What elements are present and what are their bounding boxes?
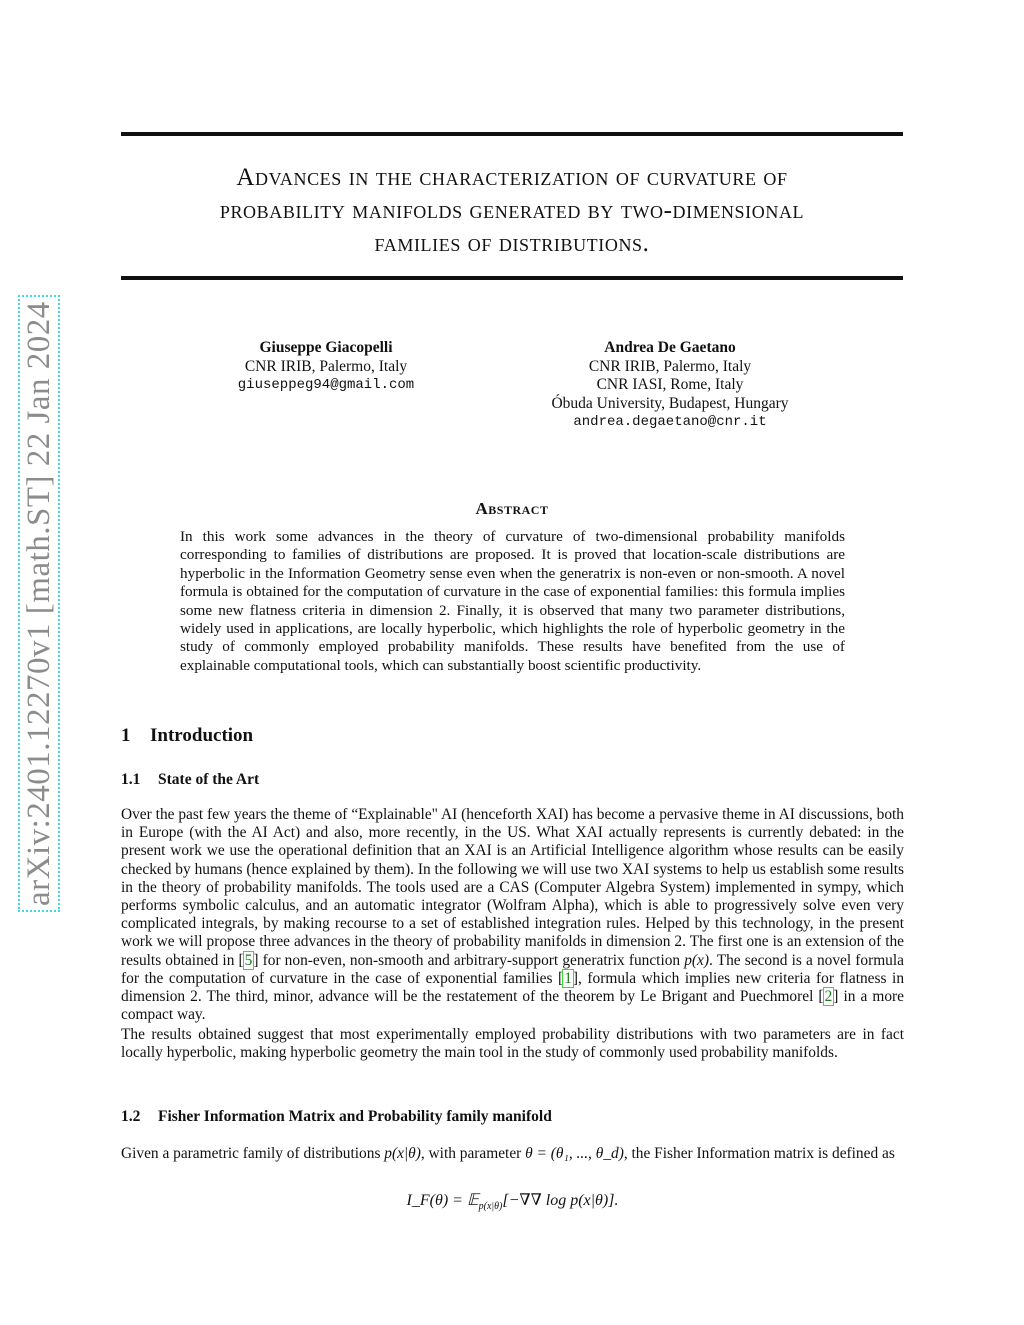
citation-link[interactable]: 1 bbox=[564, 969, 572, 987]
text-run: Over the past few years the theme of “Explainable" AI (henceforth XAI) has become a pervasive theme in AI discussions, both in Europe (with the AI Act) and also, more recently, in the US. What XAI actually represents is currently debated: in the present work we use the operational definition that an XAI is an Artificial Intelligence algorithm whose results can be easily checked by humans (hence explained by them). In the following we will use two XAI systems to help us establish some results in the theory of probability manifolds. The tools used are a CAS (Computer Algebra System) implemented in sympy, which performs symbolic calculus, and an automatic integrator (Wolfram Alpha), which is able to progressively solve even very complicated integrals, by making recourse to a set of established integration rules. Helped by this technology, in the present work we will propose three advances in the theory of probability manifolds in dimension 2. The first one is an extension of the results obtained in bbox=[121, 806, 904, 969]
subsection-heading bbox=[121, 1108, 552, 1126]
author-affiliation: CNR IRIB, Palermo, Italy bbox=[588, 357, 752, 375]
author-affiliation: CNR IRIB, Palermo, Italy bbox=[244, 357, 408, 375]
section-number: 1 bbox=[121, 725, 131, 746]
abstract-heading: Abstract bbox=[475, 499, 549, 518]
author-email[interactable]: giuseppeg94@gmail.com bbox=[237, 377, 415, 393]
body-paragraph: The results obtained suggest that most experimentally employed probability distributions with two parameters are in fact locally hyperbolic, making hyperbolic geometry the main tool in the study of commonly used probability manifolds. bbox=[121, 1026, 904, 1062]
inline-math: p(x|θ) bbox=[384, 1145, 421, 1162]
arxiv-stamp[interactable]: arXiv:2401.12270v1 [math.ST] 22 Jan 2024 bbox=[18, 295, 60, 912]
text-run: , formula which implies new criteria for flatness in dimension 2. The third, minor, advance will be the restatement of the theorem by Le Brigant and Puechmorel bbox=[121, 969, 905, 1006]
equation-lhs: I_F(θ) = 𝔼 bbox=[406, 1192, 479, 1209]
author-email[interactable]: andrea.degaetano@cnr.it bbox=[573, 414, 767, 430]
section-title: Introduction bbox=[150, 725, 254, 746]
citation-link[interactable]: 2 bbox=[824, 988, 833, 1006]
title-line-1: Advances in the characterization of curvature of bbox=[236, 164, 788, 191]
inline-math: p(x) bbox=[684, 951, 710, 969]
author-block-1 bbox=[226, 339, 426, 395]
title-rule-top bbox=[121, 132, 903, 136]
equation-subscript: p(x|θ) bbox=[478, 1201, 503, 1213]
inline-math: θ = (θ₁, ..., θ_d) bbox=[525, 1145, 624, 1162]
subsection-title: State of the Art bbox=[158, 771, 260, 788]
text-run: . The second is a novel formula for the computation of curvature in the case of exponential families bbox=[121, 951, 904, 987]
text-run: , the Fisher Information matrix is defined as bbox=[623, 1145, 895, 1162]
title-line-2: probability manifolds generated by two-dimensional bbox=[219, 197, 805, 224]
subsection-number: 1.1 bbox=[121, 771, 141, 788]
subsection-title: Fisher Information Matrix and Probability family manifold bbox=[158, 1108, 552, 1125]
text-run: , with parameter bbox=[420, 1145, 526, 1162]
text-run: for non-even, non-smooth and arbitrary-support generatrix function bbox=[258, 951, 685, 969]
text-run: in a more compact way. bbox=[121, 988, 904, 1024]
abstract-text: In this work some advances in the theory of curvature of two-dimensional probability manifolds corresponding to families of distributions are proposed. It is proved that location-scale distributions are hyperbolic in the Information Geometry sense even when the generatrix is non-even or non-smooth. A novel formula is obtained for the computation of curvature in the case of exponential families: this formula implies some new flatness criteria in dimension 2. Finally, it is observed that many two parameter distributions, widely used in applications, are locally hyperbolic, which highlights the role of hyperbolic geometry in the study of commonly employed probability manifolds. These results have benefited from the use of explainable computational tools, which can substantially boost scientific productivity. bbox=[180, 528, 845, 674]
subsection-heading bbox=[121, 771, 259, 789]
display-equation bbox=[121, 1190, 904, 1212]
author-name: Giuseppe Giacopelli bbox=[259, 339, 393, 356]
author-block-2 bbox=[520, 339, 820, 432]
body-paragraph: Over the past few years the theme of “Explainable" AI (henceforth XAI) has become a pervasive theme in AI discussions, both in Europe (with the AI Act) and also, more recently, in the US. What XAI actually represents is currently debated: in the present work we use the operational definition that an XAI is an Artificial Intelligence algorithm whose results can be easily checked by humans (hence explained by them). In the following we will use two XAI systems to help us establish some results in the theory of probability manifolds. The tools used are a CAS (Computer Algebra System) implemented in sympy, which performs symbolic calculus, and an automatic integrator (Wolfram Alpha), which is able to progressively solve even very complicated integrals, by making recourse to a set of established integration rules. Helped by this technology, in the present work we will propose three advances in the theory of probability manifolds in dimension 2. The first one is an extension of the results obtained in [5] for non-even, non-smooth and arbitrary-support generatrix function p(x). The second is a novel formula for the computation of curvature in the case of exponential families [1], formula which implies new criteria for flatness in dimension 2. The third, minor, advance will be the restatement of the theorem by Le Brigant and Puechmorel [2] in a more compact way. bbox=[121, 806, 905, 1024]
body-paragraph bbox=[121, 1145, 904, 1163]
text-run: Given a parametric family of distributions bbox=[121, 1145, 385, 1162]
author-affiliation: Óbuda University, Budapest, Hungary bbox=[551, 394, 789, 412]
citation-link[interactable]: 5 bbox=[244, 951, 253, 969]
section-heading bbox=[121, 725, 253, 747]
equation-rhs: [−∇∇ log p(x|θ)]. bbox=[502, 1192, 619, 1209]
author-name: Andrea De Gaetano bbox=[604, 339, 736, 356]
author-affiliation: CNR IASI, Rome, Italy bbox=[596, 376, 744, 393]
title-line-3: families of distributions. bbox=[374, 230, 650, 257]
title-rule-bottom bbox=[121, 276, 903, 280]
subsection-number: 1.2 bbox=[121, 1108, 141, 1125]
paper-title bbox=[121, 161, 903, 260]
